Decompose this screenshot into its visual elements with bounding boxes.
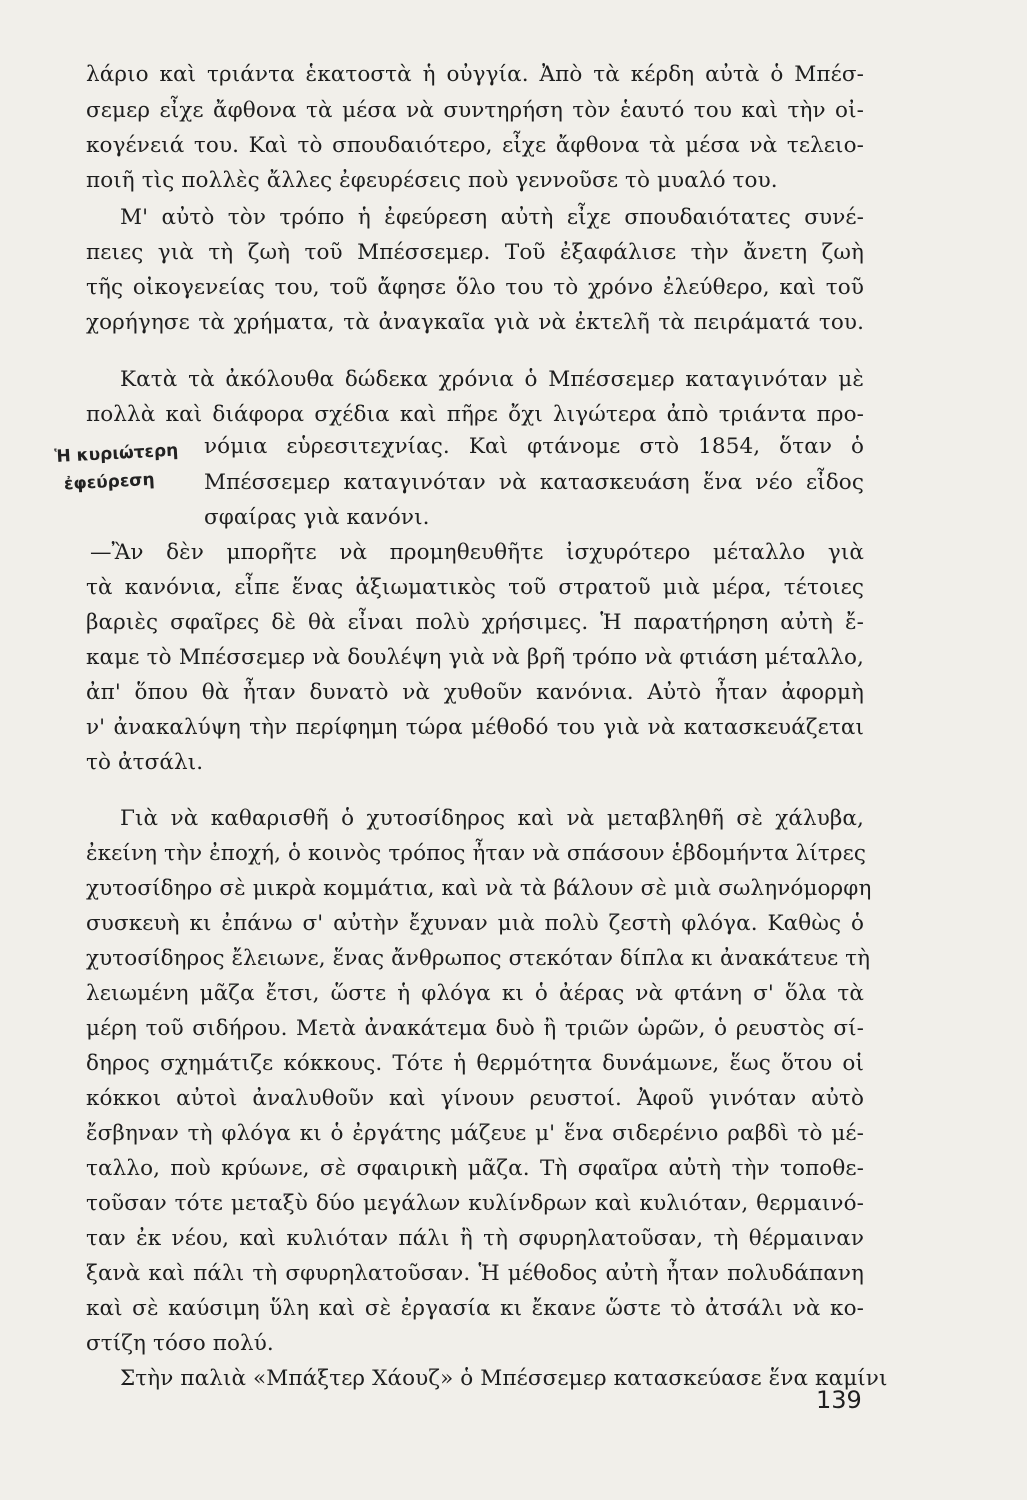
text-line: τῆς οἰκογενείας του, τοῦ ἄφησε ὅλο του τὸ χρόνο ἐλεύθερο, καὶ τοῦ (86, 275, 864, 300)
text-line: ἐκείνη τὴν ἐποχή, ὁ κοινὸς τρόπος ἦταν νὰ σπάσουν ἑβδομήντα λίτρες (86, 841, 867, 866)
text-line: ποιῆ τὶς πολλὲς ἄλλες ἐφευρέσεις ποὺ γεννοῦσε τὸ μυαλό του. (86, 168, 778, 193)
text-line: σφαίρας γιὰ κανόνι. (204, 505, 430, 530)
text-line: χυτοσίδηρος ἔλειωνε, ἕνας ἄνθρωπος στεκόταν δίπλα κι ἀνακάτευε τὴ (86, 946, 871, 971)
text-line: δηρος σχημάτιζε κόκκους. Τότε ἡ θερμότητα δυνάμωνε, ἕως ὅτου οἱ (86, 1051, 864, 1076)
page-number: 139 (816, 1386, 862, 1414)
text-line: κόκκοι αὐτοὶ ἀναλυθοῦν καὶ γίνουν ρευστοί. Ἀφοῦ γινόταν αὐτὸ (86, 1086, 864, 1111)
text-line: λειωμένη μᾶζα ἔτσι, ὥστε ἡ φλόγα κι ὁ ἀέρας νὰ φτάνη σ' ὅλα τὰ (86, 981, 864, 1006)
text-line: τὸ ἀτσάλι. (86, 750, 204, 775)
margin-note (54, 438, 206, 496)
text-line: χυτοσίδηρο σὲ μικρὰ κομμάτια, καὶ νὰ τὰ βάλουν σὲ μιὰ σωληνόμορφη (86, 876, 872, 901)
text-line: λάριο καὶ τριάντα ἑκατοστὰ ἡ οὐγγία. Ἀπὸ τὰ κέρδη αὐτὰ ὁ Μπέσ- (86, 62, 864, 87)
text-line: Μπέσσεμερ καταγινόταν νὰ κατασκευάση ἕνα νέο εἶδος (204, 470, 864, 495)
text-line: ξανὰ καὶ πάλι τὴ σφυρηλατοῦσαν. Ἡ μέθοδος αὐτὴ ἦταν πολυδάπανη (86, 1261, 864, 1286)
text-line: βαριὲς σφαῖρες δὲ θὰ εἶναι πολὺ χρήσιμες. Ἡ παρατήρηση αὐτὴ ἔ- (86, 610, 864, 635)
text-line: τοῦσαν τότε μεταξὺ δύο μεγάλων κυλίνδρων καὶ κυλιόταν, θερμαινό- (86, 1191, 864, 1216)
text-line: Κατὰ τὰ ἀκόλουθα δώδεκα χρόνια ὁ Μπέσσεμερ καταγινόταν μὲ (120, 367, 864, 392)
text-line: πειες γιὰ τὴ ζωὴ τοῦ Μπέσσεμερ. Τοῦ ἐξαφάλισε τὴν ἄνετη ζωὴ (86, 240, 864, 265)
margin-note-line: ἐφεύρεση (63, 469, 156, 495)
text-line: κογένειά του. Καὶ τὸ σπουδαιότερο, εἶχε ἄφθονα τὰ μέσα νὰ τελειο- (86, 133, 864, 158)
text-line: ταλλο, ποὺ κρύωνε, σὲ σφαιρικὴ μᾶζα. Τὴ σφαῖρα αὐτὴ τὴν τοποθε- (86, 1156, 864, 1181)
text-line: νόμια εὑρεσιτεχνίας. Καὶ φτάνομε στὸ 1854, ὅταν ὁ (204, 434, 864, 459)
text-line: τὰ κανόνια, εἶπε ἕνας ἀξιωματικὸς τοῦ στρατοῦ μιὰ μέρα, τέτοιες (86, 575, 864, 600)
text-line: πολλὰ καὶ διάφορα σχέδια καὶ πῆρε ὄχι λιγώτερα ἀπὸ τριάντα προ- (86, 402, 864, 427)
text-line: καμε τὸ Μπέσσεμερ νὰ δουλέψη γιὰ νὰ βρῆ τρόπο νὰ φτιάση μέταλλο, (86, 645, 864, 670)
margin-note-line: Ἡ κυριώτερη (54, 440, 179, 467)
text-line: Μ' αὐτὸ τὸν τρόπο ἡ ἐφεύρεση αὐτὴ εἶχε σπουδαιότατες συνέ- (120, 205, 864, 230)
text-line: Στὴν παλιὰ «Μπάξτερ Χάουζ» ὁ Μπέσσεμερ κατασκεύασε ἕνα καμίνι (120, 1366, 888, 1391)
text-line: σεμερ εἶχε ἄφθονα τὰ μέσα νὰ συντηρήση τὸν ἑαυτό του καὶ τὴν οἰ- (86, 98, 864, 123)
text-line: συσκευὴ κι ἐπάνω σ' αὐτὴν ἔχυναν μιὰ πολὺ ζεστὴ φλόγα. Καθὼς ὁ (86, 911, 864, 936)
text-line: ν' ἀνακαλύψη τὴν περίφημη τώρα μέθοδό του γιὰ νὰ κατασκευάζεται (86, 715, 864, 740)
text-line: στίζη τόσο πολύ. (86, 1331, 274, 1356)
text-line: μέρη τοῦ σιδήρου. Μετὰ ἀνακάτεμα δυὸ ἢ τριῶν ὡρῶν, ὁ ρευστὸς σί- (86, 1016, 864, 1041)
text-line: ταν ἐκ νέου, καὶ κυλιόταν πάλι ἢ τὴ σφυρηλατοῦσαν, τὴ θέρμαιναν (86, 1226, 864, 1251)
text-line: χορήγησε τὰ χρήματα, τὰ ἀναγκαῖα γιὰ νὰ ἐκτελῆ τὰ πειράματά του. (86, 310, 864, 335)
text-line: ἀπ' ὅπου θὰ ἦταν δυνατὸ νὰ χυθοῦν κανόνια. Αὐτὸ ἦταν ἀφορμὴ (86, 680, 864, 705)
text-line: καὶ σὲ καύσιμη ὕλη καὶ σὲ ἐργασία κι ἔκανε ὥστε τὸ ἀτσάλι νὰ κο- (86, 1296, 864, 1321)
text-line: Γιὰ νὰ καθαρισθῆ ὁ χυτοσίδηρος καὶ νὰ μεταβληθῆ σὲ χάλυβα, (120, 806, 864, 831)
text-line: —Ἂν δὲν μπορῆτε νὰ προμηθευθῆτε ἰσχυρότερο μέταλλο γιὰ (90, 540, 864, 565)
text-line: ἔσβηναν τὴ φλόγα κι ὁ ἐργάτης μάζευε μ' ἕνα σιδερένιο ραβδὶ τὸ μέ- (86, 1121, 864, 1146)
